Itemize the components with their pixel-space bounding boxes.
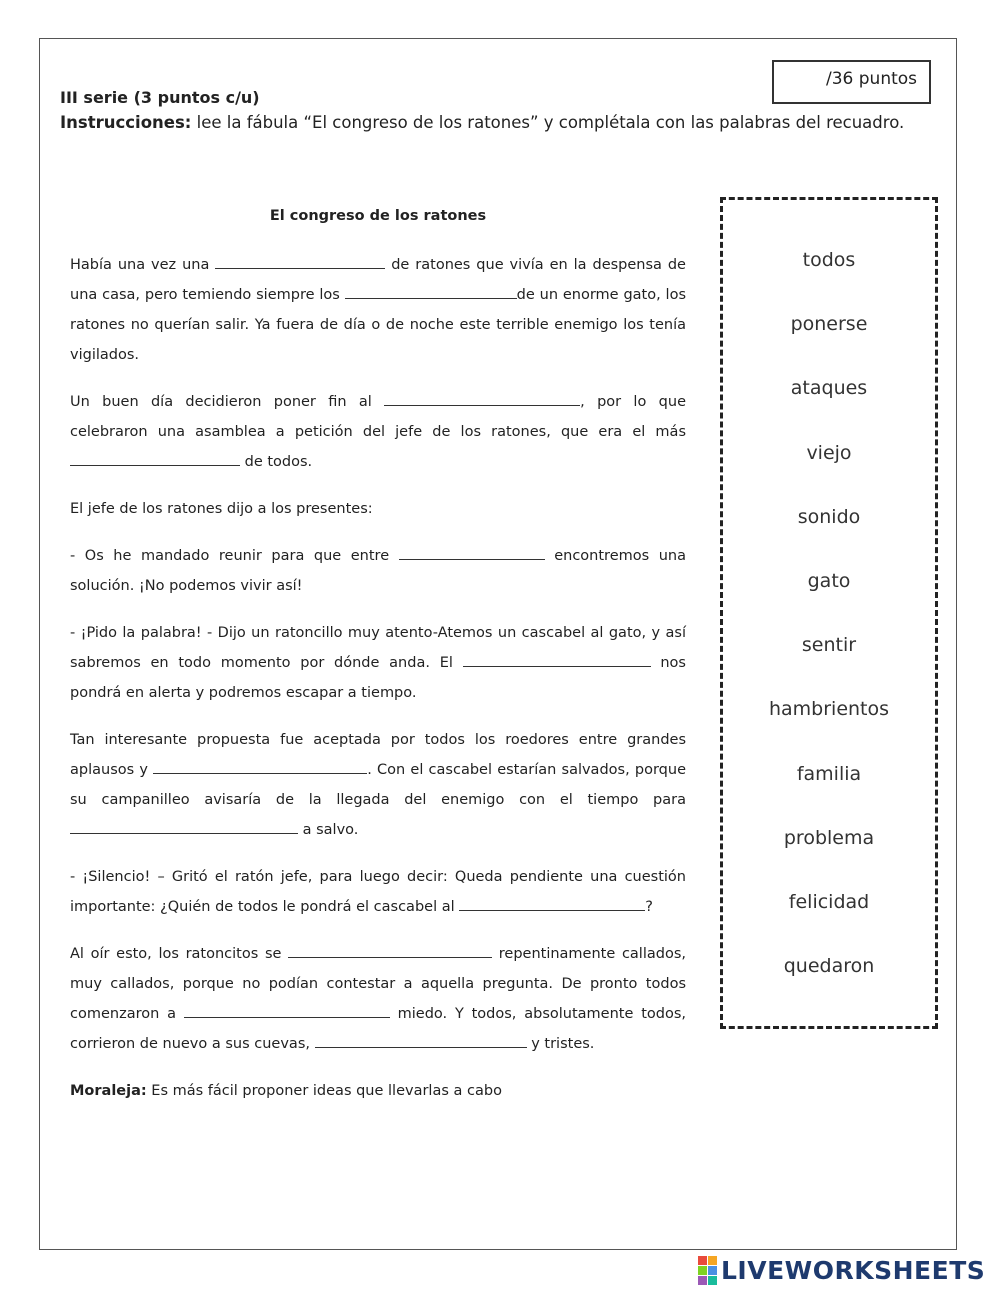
word-bank-item: problema	[783, 827, 875, 849]
word-bank-item: ponerse	[790, 313, 868, 335]
text-run: miedo. Y todos, absolutamente todos, corrieron de nuevo a sus cuevas,	[70, 1006, 686, 1052]
logo-square	[698, 1266, 707, 1275]
text-run: a salvo.	[298, 822, 359, 838]
paragraph-8	[70, 939, 686, 1059]
word-bank-item: gato	[807, 570, 851, 592]
blank-9[interactable]	[459, 894, 645, 911]
instructions	[60, 113, 904, 132]
paragraph-3: El jefe de los ratones dijo a los presentes:	[70, 501, 373, 517]
text-run: encontremos una solución. ¡No podemos vivir así!	[70, 548, 686, 594]
logo-square	[708, 1266, 717, 1275]
word-bank-item: quedaron	[783, 955, 875, 977]
text-run: Tan interesante propuesta fue aceptada por todos los roedores entre grandes aplausos y	[70, 732, 686, 778]
word-bank-item: sentir	[801, 634, 857, 656]
text-run: y tristes.	[526, 1036, 595, 1052]
paragraph-1	[70, 250, 686, 370]
instructions-text: lee la fábula “El congreso de los ratones” y complétala con las palabras del recuadro.	[191, 113, 905, 132]
text-run: Un buen día decidieron poner fin al	[70, 394, 385, 410]
blank-7[interactable]	[153, 757, 367, 774]
text-run: de todos.	[240, 454, 313, 470]
blank-3[interactable]	[384, 389, 580, 406]
logo-text: LIVEWORKSHEETS	[721, 1255, 986, 1285]
blank-12[interactable]	[315, 1031, 527, 1048]
paragraph-6	[70, 725, 686, 845]
text-run: - ¡Pido la palabra! - Dijo un ratoncillo muy atento-Atemos un cascabel al gato, y así sabremos en todo momento por dónde anda. El	[70, 625, 686, 671]
text-run: de un enorme gato, los ratones no querían salir. Ya fuera de día o de noche este terrible enemigo los tenía vigilados.	[70, 287, 686, 363]
text-run: Había una vez una	[70, 257, 216, 273]
text-run: - ¡Silencio! – Gritó el ratón jefe, para luego decir: Queda pendiente una cuestión importante: ¿Quién de todos le pondrá el cascabel al	[70, 869, 686, 915]
blank-11[interactable]	[184, 1001, 390, 1018]
logo-square	[698, 1276, 707, 1285]
text-run: - Os he mandado reunir para que entre	[70, 548, 399, 564]
logo-square	[698, 1256, 707, 1265]
word-bank-item: viejo	[806, 442, 852, 464]
blank-2[interactable]	[345, 282, 517, 299]
paragraph-7	[70, 862, 686, 922]
word-bank-item: hambrientos	[768, 698, 890, 720]
word-bank-item: felicidad	[788, 891, 870, 913]
text-run: . Con el cascabel estarían salvados, porque su campanilleo avisaría de la llegada del enemigo con el tiempo para	[70, 762, 686, 808]
word-bank-item: ataques	[790, 377, 868, 399]
word-bank-item: todos	[802, 249, 856, 271]
series-heading: III serie (3 puntos c/u)	[60, 88, 260, 107]
paragraph-2	[70, 387, 686, 477]
liveworksheets-logo-icon	[698, 1256, 717, 1285]
word-bank-item: familia	[796, 763, 862, 785]
paragraph-5	[70, 618, 686, 708]
score-box: /36 puntos	[772, 60, 931, 104]
text-run: Al oír esto, los ratoncitos se	[70, 946, 289, 962]
text-run: de ratones que vivía en la despensa de una casa, pero temiendo siempre los	[70, 257, 686, 303]
blank-1[interactable]	[215, 252, 385, 269]
text-run: , por lo que celebraron una asamblea a petición del jefe de los ratones, que era el más	[70, 394, 686, 440]
blank-8[interactable]	[70, 817, 298, 834]
text-run: ?	[645, 899, 653, 915]
fable-text	[70, 250, 686, 1123]
paragraph-4	[70, 541, 686, 601]
blank-10[interactable]	[288, 941, 492, 958]
blank-6[interactable]	[463, 650, 651, 667]
blank-5[interactable]	[399, 543, 545, 560]
blank-4[interactable]	[70, 449, 240, 466]
fable-title: El congreso de los ratones	[269, 208, 487, 224]
liveworksheets-logo	[698, 1255, 985, 1285]
word-bank	[720, 197, 938, 1029]
instructions-label: Instrucciones:	[60, 113, 192, 132]
logo-square	[708, 1276, 717, 1285]
text-run: nos pondrá en alerta y podremos escapar a tiempo.	[70, 655, 686, 701]
text-run: repentinamente callados, muy callados, porque no podían contestar a aquella pregunta. De pronto todos comenzaron a	[70, 946, 686, 1022]
word-bank-item: sonido	[797, 506, 861, 528]
logo-square	[708, 1256, 717, 1265]
moraleja	[70, 1076, 686, 1106]
moraleja-text: Es más fácil proponer ideas que llevarlas a cabo	[146, 1083, 502, 1099]
moraleja-label: Moraleja:	[70, 1083, 147, 1099]
